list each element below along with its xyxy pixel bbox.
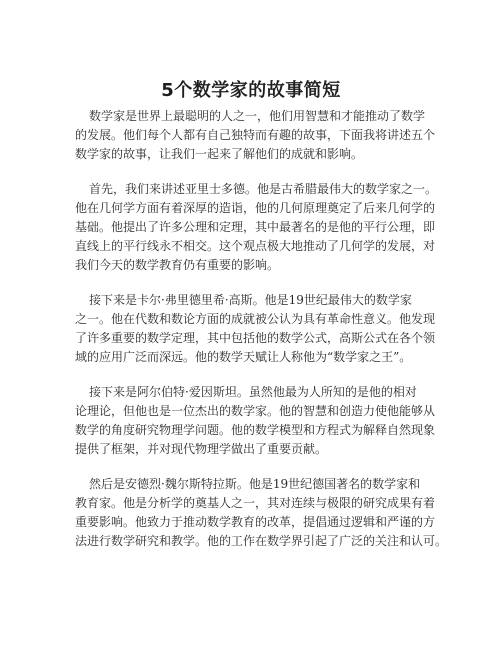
paragraph-line: 提供了框架，并对现代物理学做出了重要贡献。 — [75, 442, 328, 456]
paragraph-line: 然后是安德烈·魏尔斯特拉斯。他是19世纪德国著名的数学家和 — [89, 477, 421, 491]
paragraph-line: 重要影响。他致力于推动数学教育的改革，提倡通过逻辑和严谨的方 — [75, 515, 436, 529]
paragraph-line: 接下来是阿尔伯特·爱因斯坦。虽然他最为人所知的是他的相对 — [89, 385, 417, 399]
document-title: 5个数学家的故事简短 — [161, 80, 341, 101]
paragraph-line: 论理论，但他也是一位杰出的数学家。他的智慧和创造力使他能够从 — [75, 404, 436, 418]
paragraph-line: 法进行数学研究和教学。他的工作在数学界引起了广泛的关注和认可。 — [75, 534, 448, 548]
paragraph-line: 他在几何学方面有着深厚的造诣，他的几何原理奠定了后来几何学的 — [75, 201, 436, 215]
paragraph-line: 数学的角度研究物理学问题。他的数学模型和方程式为解释自然现象 — [75, 423, 436, 437]
paragraph-line: 我们今天的数学教育仍有重要的影响。 — [75, 258, 280, 272]
paragraph-line: 了许多重要的数学定理，其中包括他的数学公式，高斯公式在各个领 — [75, 331, 436, 345]
paragraph-line: 教育家。他是分析学的奠基人之一，其对连续与极限的研究成果有着 — [75, 496, 436, 510]
paragraph-line: 的发展。他们每个人都有自己独特而有趣的故事，下面我将讲述五个 — [75, 128, 436, 142]
paragraph-line: 数学家的故事，让我们一起来了解他们的成就和影响。 — [75, 147, 364, 161]
paragraph-line: 直线上的平行线永不相交。这个观点极大地推动了几何学的发展，对 — [75, 239, 436, 253]
paragraph-line: 域的应用广泛而深远。他的数学天赋让人称他为“数学家之王”。 — [75, 350, 412, 364]
paragraph-line: 之一。他在代数和数论方面的成就被公认为具有革命性意义。他发现 — [75, 312, 436, 326]
paragraph-line: 数学家是世界上最聪明的人之一，他们用智慧和才能推动了数学 — [89, 109, 426, 123]
paragraph-line: 接下来是卡尔·弗里德里希·高斯。他是19世纪最伟大的数学家 — [89, 293, 412, 307]
paragraph-line: 基础。他提出了许多公理和定理，其中最著名的是他的平行公理，即 — [75, 220, 436, 234]
paragraph-line: 首先，我们来讲述亚里士多德。他是古希腊最伟大的数学家之一。 — [89, 182, 438, 196]
